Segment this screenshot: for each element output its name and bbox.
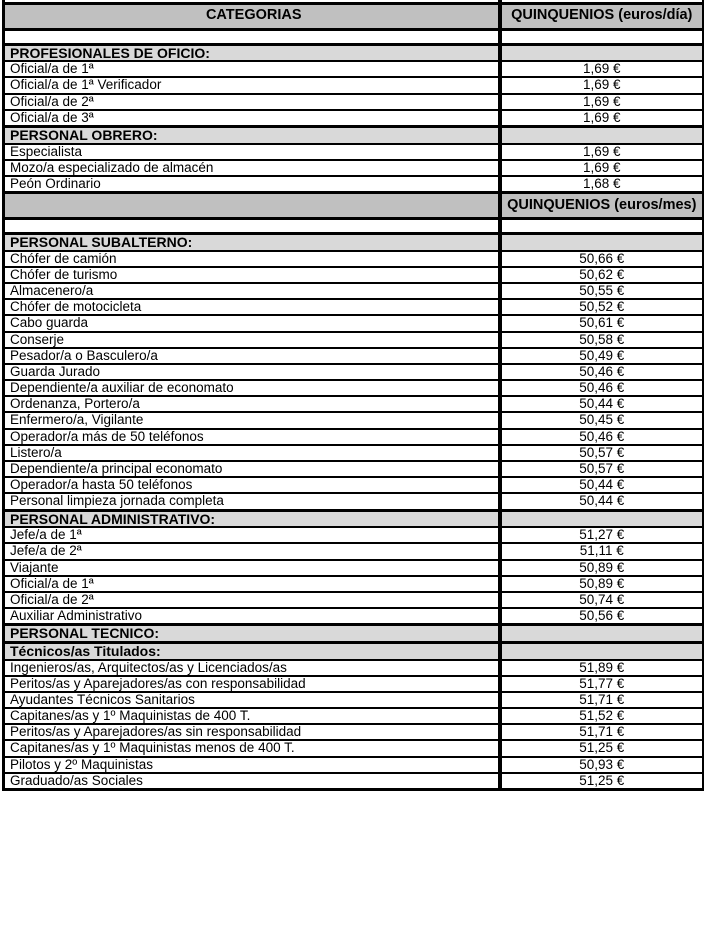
column-header-value-cell: QUINQUENIOS (euros/día) <box>500 3 704 29</box>
value-cell: 51,27 € <box>500 527 704 543</box>
value-cell: 1,69 € <box>500 110 704 127</box>
category-cell: Oficial/a de 1ª <box>4 61 500 77</box>
value-cell: 50,44 € <box>500 396 704 412</box>
value-cell: 51,77 € <box>500 676 704 692</box>
data-row <box>4 493 704 510</box>
value-cell: 51,25 € <box>500 773 704 790</box>
category-cell: Oficial/a de 1ª Verificador <box>4 77 500 93</box>
value-cell: 1,69 € <box>500 144 704 160</box>
data-row <box>4 412 704 428</box>
category-cell: Operador/a hasta 50 teléfonos <box>4 477 500 493</box>
data-row <box>4 773 704 790</box>
value-cell: 51,52 € <box>500 708 704 724</box>
section-row <box>4 126 704 143</box>
value-cell <box>500 642 704 659</box>
value-cell: 1,68 € <box>500 176 704 193</box>
value-cell: 50,93 € <box>500 757 704 773</box>
value-cell: 50,46 € <box>500 429 704 445</box>
value-cell: 1,69 € <box>500 61 704 77</box>
category-cell: Ingenieros/as, Arquitectos/as y Licenciados/as <box>4 660 500 676</box>
category-cell: PERSONAL ADMINISTRATIVO: <box>4 510 500 527</box>
value-cell: 50,44 € <box>500 493 704 510</box>
value-cell: 1,69 € <box>500 160 704 176</box>
category-cell: Guarda Jurado <box>4 364 500 380</box>
value-cell: 50,45 € <box>500 412 704 428</box>
data-row <box>4 61 704 77</box>
data-row <box>4 396 704 412</box>
data-row <box>4 708 704 724</box>
section-row <box>4 625 704 643</box>
column-header-category-cell: CATEGORIAS <box>4 3 500 29</box>
data-row <box>4 527 704 543</box>
category-cell: Oficial/a de 2ª <box>4 94 500 110</box>
data-row <box>4 429 704 445</box>
category-cell: PERSONAL OBRERO: <box>4 126 500 143</box>
value-cell: 50,44 € <box>500 477 704 493</box>
data-row <box>4 176 704 193</box>
data-row <box>4 543 704 559</box>
data-row <box>4 160 704 176</box>
value-cell: 50,55 € <box>500 283 704 299</box>
value-cell <box>500 126 704 143</box>
data-row <box>4 676 704 692</box>
value-cell: 50,52 € <box>500 299 704 315</box>
data-row <box>4 380 704 396</box>
category-cell: Oficial/a de 2ª <box>4 592 500 608</box>
category-cell: Capitanes/as y 1º Maquinistas de 400 T. <box>4 708 500 724</box>
value-cell: 50,61 € <box>500 315 704 331</box>
category-cell: Pilotos y 2º Maquinistas <box>4 757 500 773</box>
value-cell: 50,46 € <box>500 380 704 396</box>
value-cell: 51,71 € <box>500 724 704 740</box>
category-cell: PERSONAL SUBALTERNO: <box>4 234 500 251</box>
category-cell: Oficial/a de 1ª <box>4 576 500 592</box>
category-cell: Peritos/as y Aparejadores/as sin responsabilidad <box>4 724 500 740</box>
category-cell: Mozo/a especializado de almacén <box>4 160 500 176</box>
category-cell: Especialista <box>4 144 500 160</box>
data-row <box>4 315 704 331</box>
section-row <box>4 44 704 61</box>
category-cell: Peritos/as y Aparejadores/as con responsabilidad <box>4 676 500 692</box>
category-cell: Capitanes/as y 1º Maquinistas menos de 400 T. <box>4 740 500 756</box>
value-cell <box>500 234 704 251</box>
empty-row <box>4 219 704 234</box>
data-row <box>4 477 704 493</box>
data-row <box>4 332 704 348</box>
value-cell: 1,69 € <box>500 77 704 93</box>
data-row <box>4 77 704 93</box>
category-cell: Jefe/a de 1ª <box>4 527 500 543</box>
category-cell: Chófer de turismo <box>4 267 500 283</box>
column-header-value-cell: QUINQUENIOS (euros/mes) <box>500 193 704 219</box>
value-cell <box>500 219 704 234</box>
category-cell: Técnicos/as Titulados: <box>4 642 500 659</box>
category-cell: Chófer de motocicleta <box>4 299 500 315</box>
value-cell: 50,57 € <box>500 445 704 461</box>
data-row <box>4 251 704 267</box>
category-cell: Oficial/a de 3ª <box>4 110 500 127</box>
category-cell: Operador/a más de 50 teléfonos <box>4 429 500 445</box>
data-row <box>4 94 704 110</box>
data-row <box>4 608 704 625</box>
data-row <box>4 299 704 315</box>
data-row <box>4 144 704 160</box>
category-cell: Listero/a <box>4 445 500 461</box>
value-cell: 50,66 € <box>500 251 704 267</box>
category-cell <box>4 29 500 44</box>
category-cell: Auxiliar Administrativo <box>4 608 500 625</box>
value-cell: 51,11 € <box>500 543 704 559</box>
data-row <box>4 461 704 477</box>
category-cell: Cabo guarda <box>4 315 500 331</box>
data-row <box>4 660 704 676</box>
value-cell <box>500 29 704 44</box>
value-cell: 50,74 € <box>500 592 704 608</box>
data-row <box>4 576 704 592</box>
category-cell: Conserje <box>4 332 500 348</box>
value-cell: 50,46 € <box>500 364 704 380</box>
value-cell: 50,89 € <box>500 576 704 592</box>
data-row <box>4 445 704 461</box>
data-row <box>4 692 704 708</box>
category-cell <box>4 219 500 234</box>
category-cell: Dependiente/a principal economato <box>4 461 500 477</box>
data-row <box>4 267 704 283</box>
section-row <box>4 510 704 527</box>
value-cell: 50,62 € <box>500 267 704 283</box>
data-row <box>4 560 704 576</box>
category-cell: Almacenero/a <box>4 283 500 299</box>
category-cell: Enfermero/a, Vigilante <box>4 412 500 428</box>
value-cell: 1,69 € <box>500 94 704 110</box>
data-row <box>4 348 704 364</box>
data-row <box>4 364 704 380</box>
value-cell: 50,57 € <box>500 461 704 477</box>
value-cell <box>500 44 704 61</box>
data-row <box>4 757 704 773</box>
data-row <box>4 283 704 299</box>
header-row <box>4 3 704 29</box>
category-cell: Personal limpieza jornada completa <box>4 493 500 510</box>
data-row <box>4 724 704 740</box>
quinquenios-table <box>2 0 704 791</box>
category-cell: Ordenanza, Portero/a <box>4 396 500 412</box>
empty-row <box>4 29 704 44</box>
value-cell: 50,58 € <box>500 332 704 348</box>
category-cell: Ayudantes Técnicos Sanitarios <box>4 692 500 708</box>
data-row <box>4 110 704 127</box>
category-cell: PROFESIONALES DE OFICIO: <box>4 44 500 61</box>
category-cell: Chófer de camión <box>4 251 500 267</box>
table-body <box>4 0 704 789</box>
header-row <box>4 193 704 219</box>
value-cell: 51,71 € <box>500 692 704 708</box>
category-cell: Graduado/as Sociales <box>4 773 500 790</box>
category-cell: Jefe/a de 2ª <box>4 543 500 559</box>
category-cell: Dependiente/a auxiliar de economato <box>4 380 500 396</box>
category-cell: PERSONAL TECNICO: <box>4 625 500 643</box>
value-cell: 51,89 € <box>500 660 704 676</box>
value-cell <box>500 625 704 643</box>
value-cell <box>500 510 704 527</box>
category-cell: Pesador/a o Basculero/a <box>4 348 500 364</box>
value-cell: 51,25 € <box>500 740 704 756</box>
category-cell: Viajante <box>4 560 500 576</box>
section-row <box>4 234 704 251</box>
column-header-category-cell <box>4 193 500 219</box>
value-cell: 50,49 € <box>500 348 704 364</box>
data-row <box>4 592 704 608</box>
section-row <box>4 642 704 659</box>
value-cell: 50,56 € <box>500 608 704 625</box>
data-row <box>4 740 704 756</box>
value-cell: 50,89 € <box>500 560 704 576</box>
category-cell: Peón Ordinario <box>4 176 500 193</box>
